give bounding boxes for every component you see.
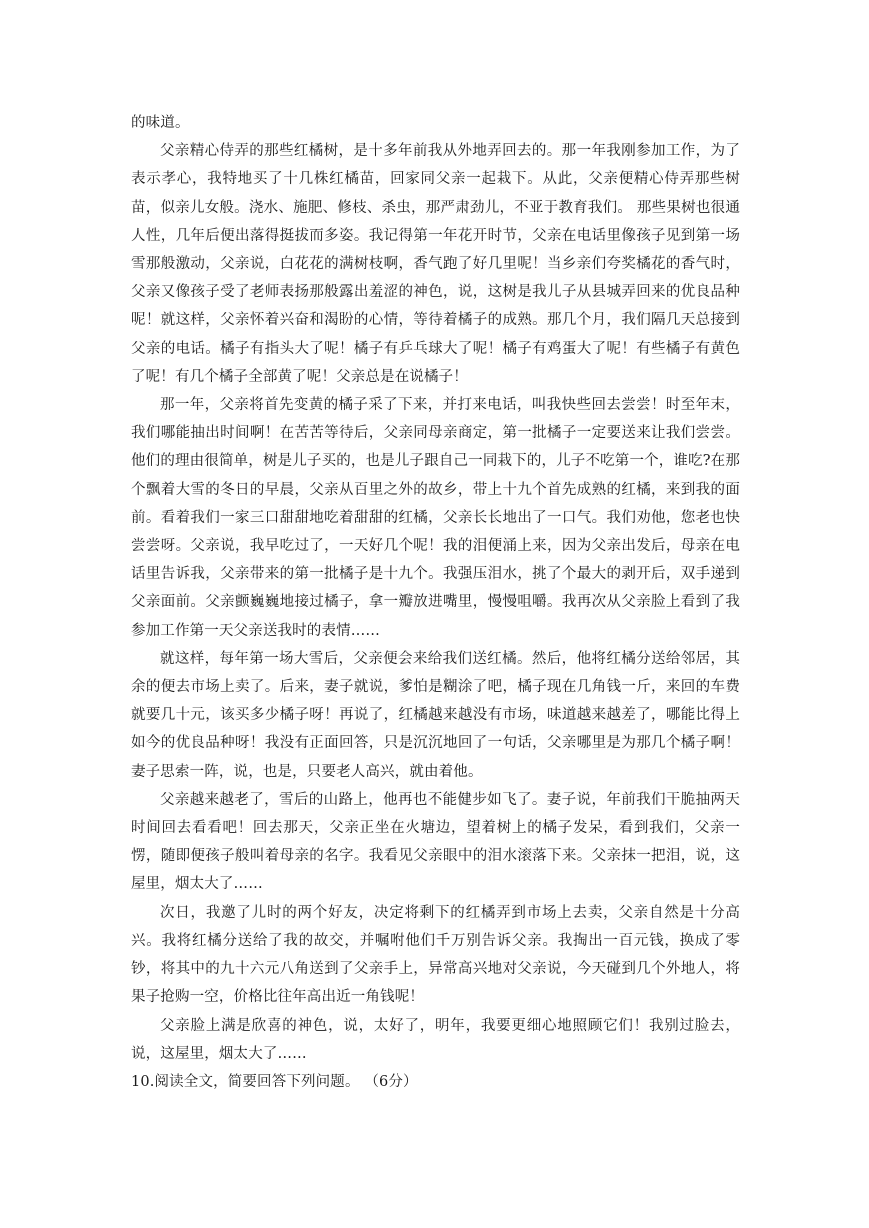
- paragraph-4: 就这样，每年第一场大雪后，父亲便会来给我们送红橘。然后，他将红橘分送给邻居，其余的便去市场上卖了。后来，妻子就说，爹怕是糊涂了吧，橘子现在几角钱一斤，来回的车费就要几十元，该买多少橘子呀！再说了，红橘越来越没有市场，味道越来越差了，哪能比得上如今的优良品种呀！我没有正面回答，只是沉沉地回了一句话，父亲哪里是为那几个橘子啊！妻子思索一阵，说，也是，只要老人高兴，就由着他。: [131, 650, 740, 780]
- paragraph-6: 次日，我邀了儿时的两个好友，决定将剩下的红橘弄到市场上去卖，父亲自然是十分高兴。我将红橘分送给了我的故交，并嘱咐他们千万别告诉父亲。我掏出一百元钱，换成了零钞，将其中的九十六元八角送到了父亲手上，异常高兴地对父亲说，今天碰到几个外地人，将果子抢购一空，价格比往年高出近一角钱呢！: [131, 904, 740, 1006]
- paragraph-2: 父亲精心侍弄的那些红橘树，是十多年前我从外地弄回去的。那一年我刚参加工作，为了表示孝心，我特地买了十几株红橘苗，回家同父亲一起栽下。从此，父亲便精心侍弄那些树苗，似亲儿女般。浇水、施肥、修枝、杀虫，那严肃劲儿，不亚于教育我们。 那些果树也很通人性，几年后便出落得挺拔而多姿。我记得第一年花开时节，父亲在电话里像孩子见到第一场雪那般激动，父亲说，白花花的满树枝啊，香气跑了好几里呢！当乡亲们夸奖橘花的香气时，父亲又像孩子受了老师表扬那般露出羞涩的神色，说，这树是我儿子从县城弄回来的优良品种呢！就这样，父亲怀着兴奋和渴盼的心情，等待着橘子的成熟。那几个月，我们隔几天总接到父亲的电话。橘子有指头大了呢！橘子有乒乓球大了呢！橘子有鸡蛋大了呢！有些橘子有黄色了呢！有几个橘子全部黄了呢！父亲总是在说橘子！: [131, 143, 740, 385]
- question-10: 10.阅读全文，简要回答下列问题。 （6分）: [131, 1073, 418, 1090]
- paragraph-3: 那一年，父亲将首先变黄的橘子采了下来，并打来电话，叫我快些回去尝尝！时至年末，我们哪能抽出时间啊！在苦苦等待后，父亲同母亲商定，第一批橘子一定要送来让我们尝尝。他们的理由很简单，树是儿子买的，也是儿子跟自己一同栽下的，儿子不吃第一个，谁吃?在那个飘着大雪的冬日的早晨，父亲从百里之外的故乡，带上十九个首先成熟的红橘，来到我的面前。看着我们一家三口甜甜地吃着甜甜的红橘，父亲长长地出了一口气。我们劝他，您老也快尝尝呀。父亲说，我早吃过了，一天好几个呢！我的泪便涌上来，因为父亲出发后，母亲在电话里告诉我，父亲带来的第一批橘子是十九个。我强压泪水，挑了个最大的剥开后，双手递到父亲面前。父亲颤巍巍地接过橘子，拿一瓣放进嘴里，慢慢咀嚼。我再次从父亲脸上看到了我参加工作第一天父亲送我时的表情……: [131, 397, 740, 639]
- paragraph-1: 的味道。: [131, 115, 190, 131]
- paragraph-5: 父亲越来越老了，雪后的山路上，他再也不能健步如飞了。妻子说，年前我们干脆抽两天时间回去看看吧！回去那天，父亲正坐在火塘边，望着树上的橘子发呆，看到我们，父亲一愣，随即便孩子般叫着母亲的名字。我看见父亲眼中的泪水滚落下来。父亲抹一把泪，说，这屋里，烟太大了……: [131, 791, 740, 893]
- paragraph-7: 父亲脸上满是欣喜的神色，说，太好了，明年，我要更细心地照顾它们！我别过脸去，说，这屋里，烟太大了……: [131, 1017, 740, 1062]
